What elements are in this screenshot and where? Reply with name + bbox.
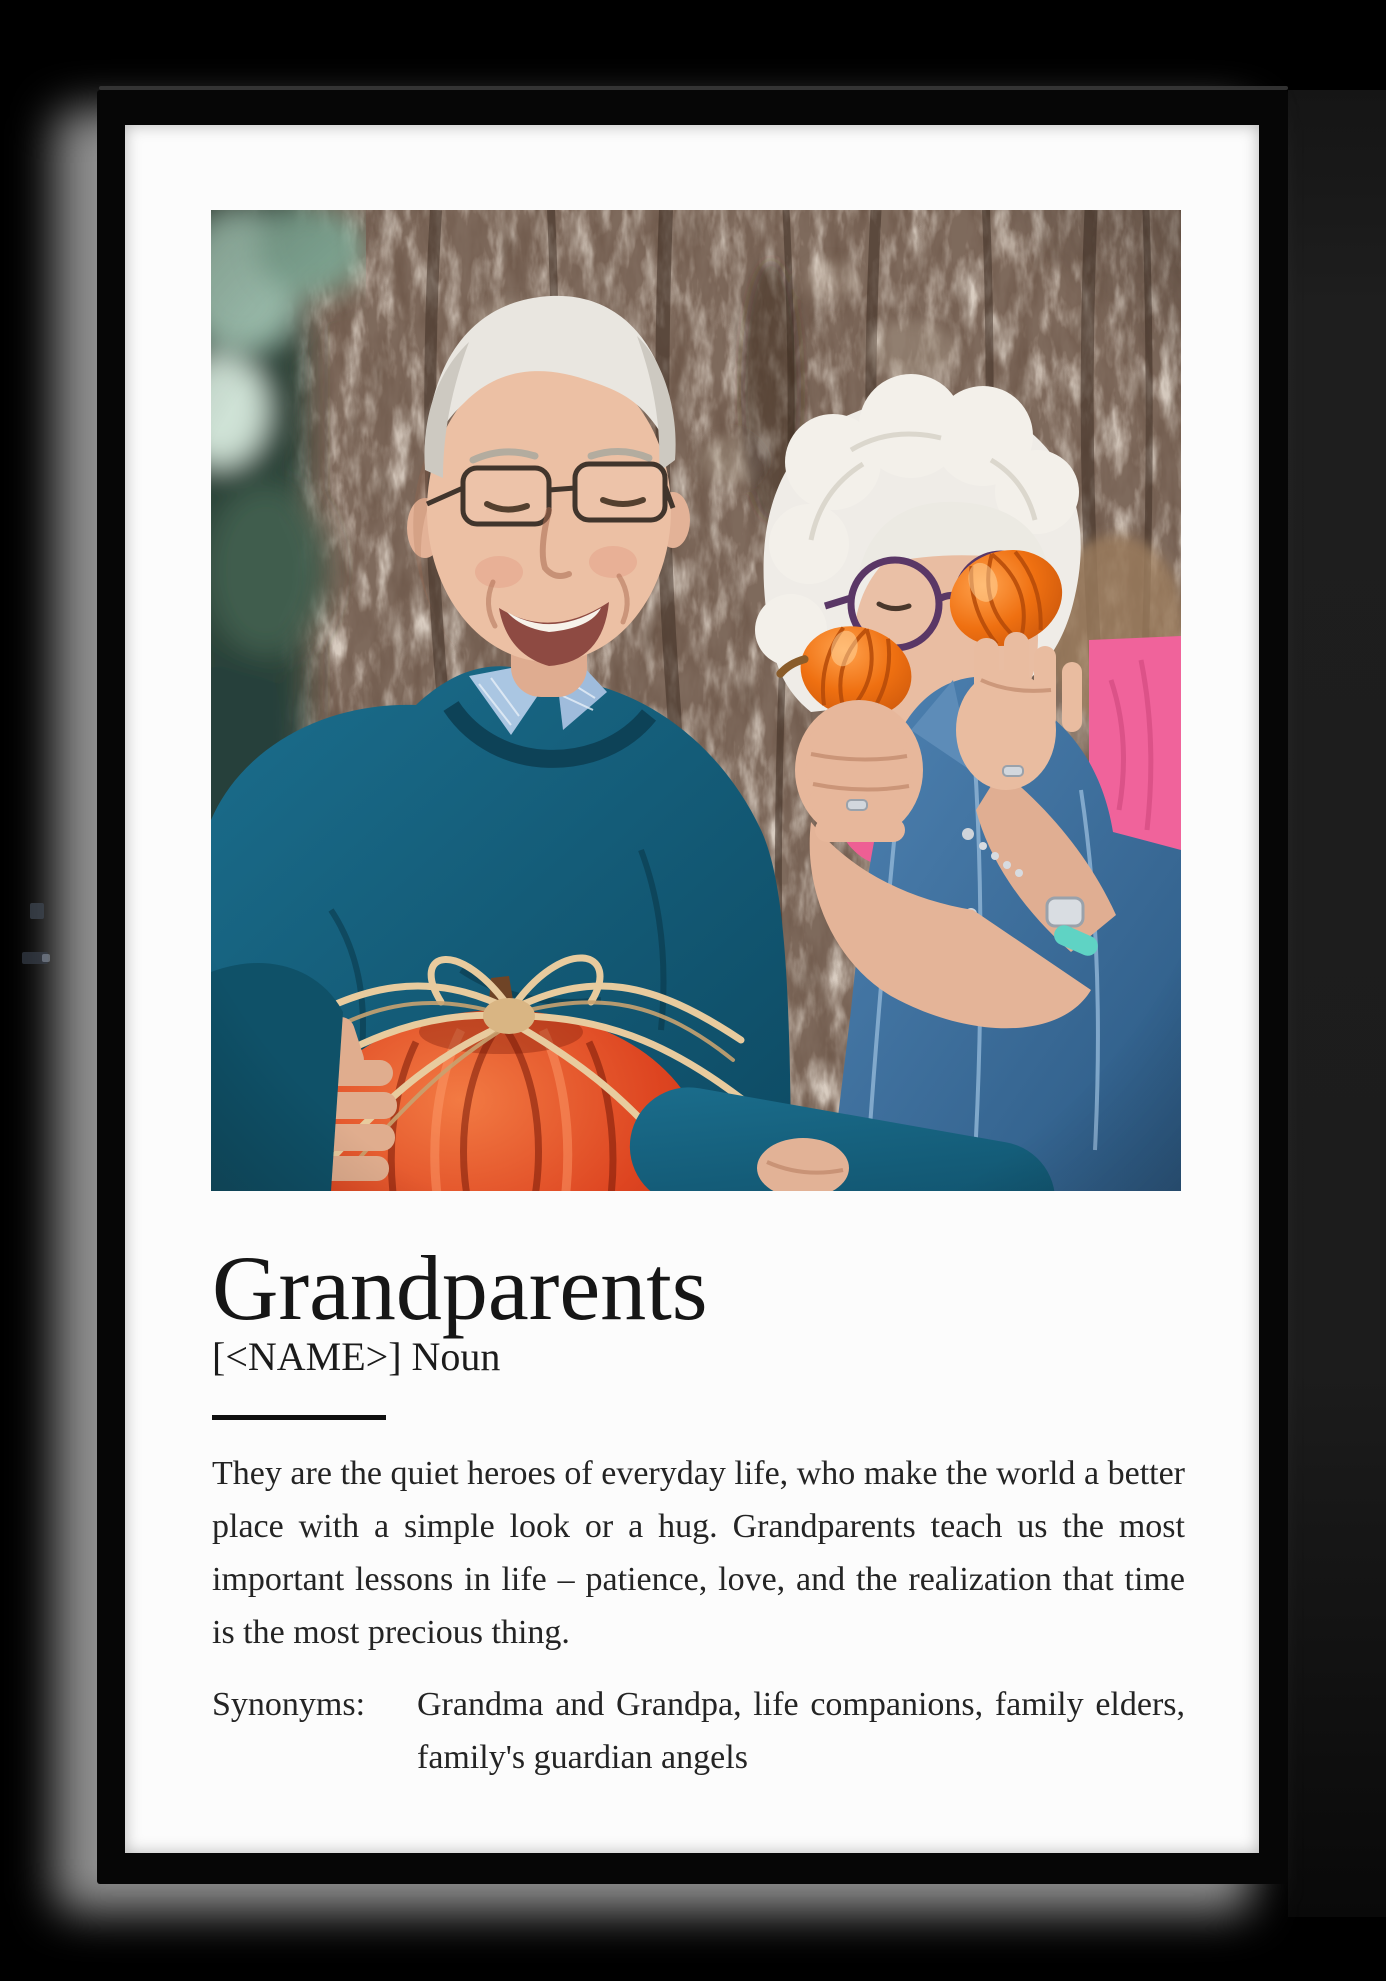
dust-artifact xyxy=(42,954,50,962)
dust-artifact xyxy=(30,903,44,919)
grandparents-photo xyxy=(211,210,1181,1191)
synonyms-row xyxy=(212,1678,1185,1784)
photo-illustration xyxy=(211,210,1181,1191)
poster-paper xyxy=(125,125,1259,1853)
synonyms-label: Synonyms: xyxy=(212,1686,366,1723)
title-divider xyxy=(212,1415,386,1420)
poster-frame xyxy=(97,90,1288,1884)
poster-title: Grandparents xyxy=(212,1237,708,1339)
poster-subtitle: [<NAME>] Noun xyxy=(212,1334,501,1379)
wall-right-strip xyxy=(1288,90,1386,1917)
definition-text: They are the quiet heroes of everyday life, who make the world a better place with a simple look or a hug. Grandparents teach us the most important lessons in life – patience, love, and the realization that time is the most precious thing. xyxy=(212,1455,1185,1651)
synonyms-text: Grandma and Grandpa, life companions, family elders, family's guardian angels xyxy=(417,1686,1185,1776)
